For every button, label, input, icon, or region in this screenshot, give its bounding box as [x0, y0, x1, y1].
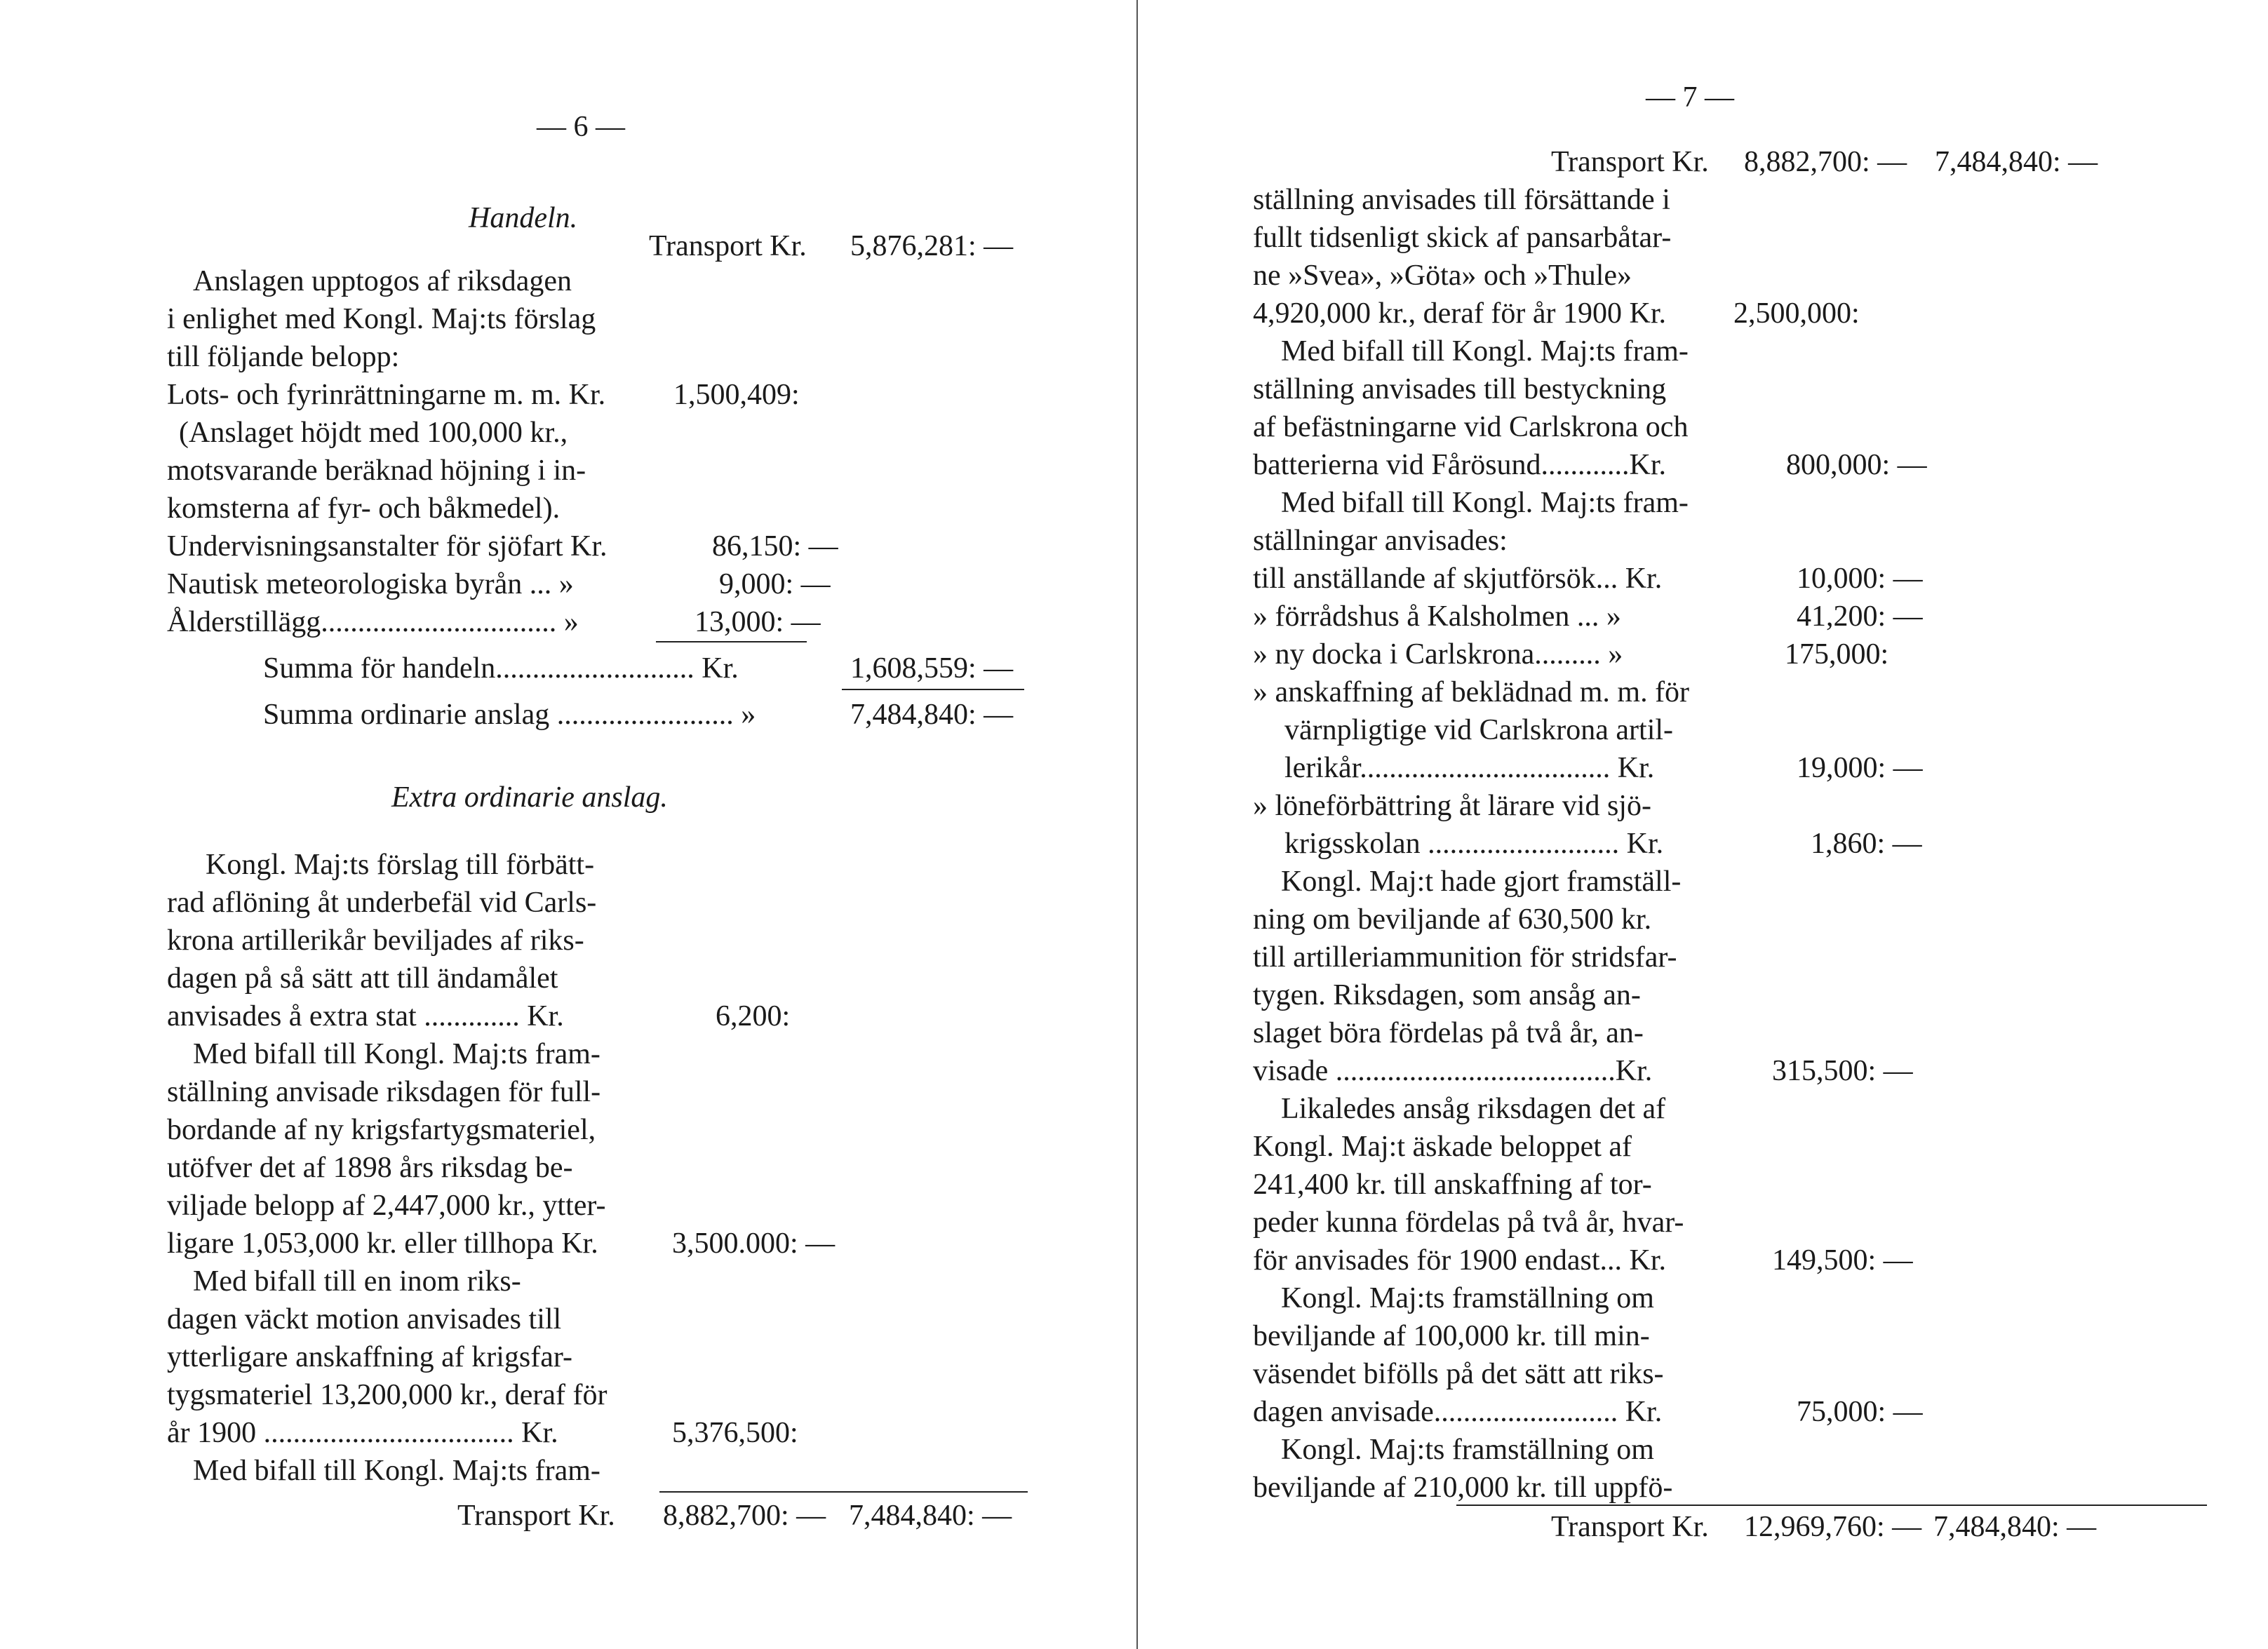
para-line: Kongl. Maj:ts förslag till förbätt-: [206, 849, 595, 881]
lots-note: komsterna af fyr- och båkmedel).: [167, 492, 561, 525]
block-line: slaget böra fördelas på två år, an-: [1253, 1017, 1644, 1049]
para-line: ligare 1,053,000 kr. eller tillhopa Kr.: [167, 1227, 598, 1260]
block-line: » ny docka i Carlskrona......... »: [1253, 638, 1623, 671]
lots-note: (Anslaget höjdt med 100,000 kr.,: [179, 417, 568, 449]
intro-line: i enlighet med Kongl. Maj:ts förslag: [167, 303, 596, 335]
block-line: ning om beviljande af 630,500 kr.: [1253, 903, 1652, 936]
block-amount: 75,000: —: [1797, 1396, 1923, 1428]
page-gutter: [1136, 0, 1138, 1649]
block-line: ställningar anvisades:: [1253, 525, 1508, 557]
para-line: anvisades å extra stat ............. Kr.: [167, 1000, 564, 1032]
block-amount: 10,000: —: [1797, 563, 1923, 595]
block-line: Kongl. Maj:t äskade beloppet af: [1253, 1131, 1632, 1163]
block-line: Kongl. Maj:t hade gjort framställ-: [1281, 866, 1682, 898]
transport-label: Transport Kr.: [649, 230, 807, 262]
block-line: Kongl. Maj:ts framställning om: [1281, 1434, 1654, 1466]
para-line: bordande af ny krigsfartygsmateriel,: [167, 1114, 596, 1146]
transport-amount: 5,876,281: —: [850, 230, 1014, 262]
block-line: af befästningarne vid Carlskrona och: [1253, 411, 1689, 443]
transport-amount: 7,484,840: —: [849, 1500, 1012, 1532]
block-amount: 1,860: —: [1811, 828, 1922, 860]
intro-line: till följande belopp:: [167, 341, 400, 373]
summa-ordinarie-amount: 7,484,840: —: [850, 699, 1014, 731]
block-line: 4,920,000 kr., deraf för år 1900 Kr.: [1253, 297, 1667, 330]
block-line: » löneförbättring åt lärare vid sjö-: [1253, 790, 1651, 822]
sum-rule: [656, 641, 807, 642]
block-line: Med bifall till Kongl. Maj:ts fram-: [1281, 335, 1689, 368]
item-label: Ålderstillägg................................ »: [167, 606, 579, 638]
block-line: ne »Svea», »Göta» och »Thule»: [1253, 260, 1632, 292]
block-line: 241,400 kr. till anskaffning af tor-: [1253, 1169, 1652, 1201]
para-amount: 3,500.000: —: [672, 1227, 836, 1260]
lots-note: motsvarande beräknad höjning i in-: [167, 455, 586, 487]
block-line: till artilleriammunition för stridsfar-: [1253, 941, 1677, 974]
para-line: Med bifall till Kongl. Maj:ts fram-: [193, 1038, 600, 1070]
block-line: dagen anvisade......................... Kr.: [1253, 1396, 1663, 1428]
page-number: — 6 —: [537, 111, 625, 143]
transport-amount: 7,484,840: —: [1935, 146, 2098, 178]
item-label: Undervisningsanstalter för sjöfart Kr.: [167, 530, 608, 563]
block-line: värnpligtige vid Carlskrona artil-: [1284, 714, 1674, 746]
transport-amount: 8,882,700: —: [663, 1500, 826, 1532]
para-amount: 5,376,500:: [672, 1417, 798, 1449]
block-amount: 315,500: —: [1772, 1055, 1913, 1087]
right-page: [1141, 0, 2268, 1649]
summa-handeln-amount: 1,608,559: —: [850, 652, 1014, 685]
block-line: krigsskolan .......................... Kr.: [1284, 828, 1664, 860]
page-number: — 7 —: [1646, 81, 1734, 114]
block-line: » förrådshus å Kalsholmen ... »: [1253, 600, 1621, 633]
para-line: ställning anvisade riksdagen för full-: [167, 1076, 601, 1108]
item-amount: 9,000: —: [719, 568, 831, 600]
block-line: för anvisades för 1900 endast... Kr.: [1253, 1244, 1667, 1277]
block-line: ställning anvisades till bestyckning: [1253, 373, 1667, 405]
para-line: viljade belopp af 2,447,000 kr., ytter-: [167, 1190, 606, 1222]
block-line: Likaledes ansåg riksdagen det af: [1281, 1093, 1666, 1125]
para-line: dagen väckt motion anvisades till: [167, 1303, 562, 1335]
para-line: år 1900 .................................. Kr.: [167, 1417, 558, 1449]
transport-amount: 8,882,700: —: [1744, 146, 1907, 178]
para-amount: 6,200:: [716, 1000, 791, 1032]
transport-label: Transport Kr.: [1551, 146, 1709, 178]
block-amount: 149,500: —: [1772, 1244, 1913, 1277]
transport-label: Transport Kr.: [457, 1500, 615, 1532]
block-line: tygen. Riksdagen, som ansåg an-: [1253, 979, 1641, 1011]
block-amount: 175,000:: [1785, 638, 1889, 671]
block-amount: 19,000: —: [1797, 752, 1923, 784]
transport-amount: 7,484,840: —: [1933, 1511, 2097, 1543]
block-line: » anskaffning af beklädnad m. m. för: [1253, 676, 1690, 708]
extra-heading: Extra ordinarie anslag.: [391, 781, 668, 814]
para-line: rad aflöning åt underbefäl vid Carls-: [167, 887, 597, 919]
transport-rule: [1456, 1505, 2207, 1506]
block-amount: 800,000: —: [1786, 449, 1927, 481]
block-line: Med bifall till Kongl. Maj:ts fram-: [1281, 487, 1689, 519]
block-line: ställning anvisades till försättande i: [1253, 184, 1670, 216]
block-line: beviljande af 210,000 kr. till uppfö-: [1253, 1472, 1673, 1504]
transport-label: Transport Kr.: [1551, 1511, 1709, 1543]
block-line: Kongl. Maj:ts framställning om: [1281, 1282, 1654, 1314]
sum-rule: [842, 689, 1024, 690]
transport-rule: [659, 1491, 1028, 1493]
block-line: visade ......................................Kr.: [1253, 1055, 1653, 1087]
block-line: peder kunna fördelas på två år, hvar-: [1253, 1206, 1684, 1239]
block-amount: 41,200: —: [1797, 600, 1923, 633]
para-line: Med bifall till Kongl. Maj:ts fram-: [193, 1455, 600, 1487]
block-amount: 2,500,000:: [1733, 297, 1860, 330]
block-line: lerikår.................................. Kr.: [1284, 752, 1655, 784]
item-label: Nautisk meteorologiska byrån ... »: [167, 568, 574, 600]
block-line: batterierna vid Fårösund............Kr.: [1253, 449, 1667, 481]
block-line: beviljande af 100,000 kr. till min-: [1253, 1320, 1650, 1352]
section-heading: Handeln.: [469, 202, 578, 234]
block-line: fullt tidsenligt skick af pansarbåtar-: [1253, 222, 1672, 254]
para-line: Med bifall till en inom riks-: [193, 1265, 521, 1298]
block-line: väsendet bifölls på det sätt att riks-: [1253, 1358, 1664, 1390]
para-line: tygsmateriel 13,200,000 kr., deraf för: [167, 1379, 608, 1411]
intro-line: Anslagen upptogos af riksdagen: [193, 265, 572, 297]
para-line: dagen på så sätt att till ändamålet: [167, 962, 558, 995]
summa-handeln-label: Summa för handeln........................... Kr.: [263, 652, 739, 685]
block-line: till anställande af skjutförsök... Kr.: [1253, 563, 1663, 595]
summa-ordinarie-label: Summa ordinarie anslag ........................ »: [263, 699, 756, 731]
para-line: ytterligare anskaffning af krigsfar-: [167, 1341, 572, 1373]
lots-label: Lots- och fyrinrättningarne m. m. Kr.: [167, 379, 606, 411]
para-line: utöfver det af 1898 års riksdag be-: [167, 1152, 573, 1184]
item-amount: 86,150: —: [712, 530, 838, 563]
para-line: krona artillerikår beviljades af riks-: [167, 924, 584, 957]
lots-amount: 1,500,409:: [673, 379, 800, 411]
transport-amount: 12,969,760: —: [1744, 1511, 1922, 1543]
item-amount: 13,000: —: [695, 606, 821, 638]
